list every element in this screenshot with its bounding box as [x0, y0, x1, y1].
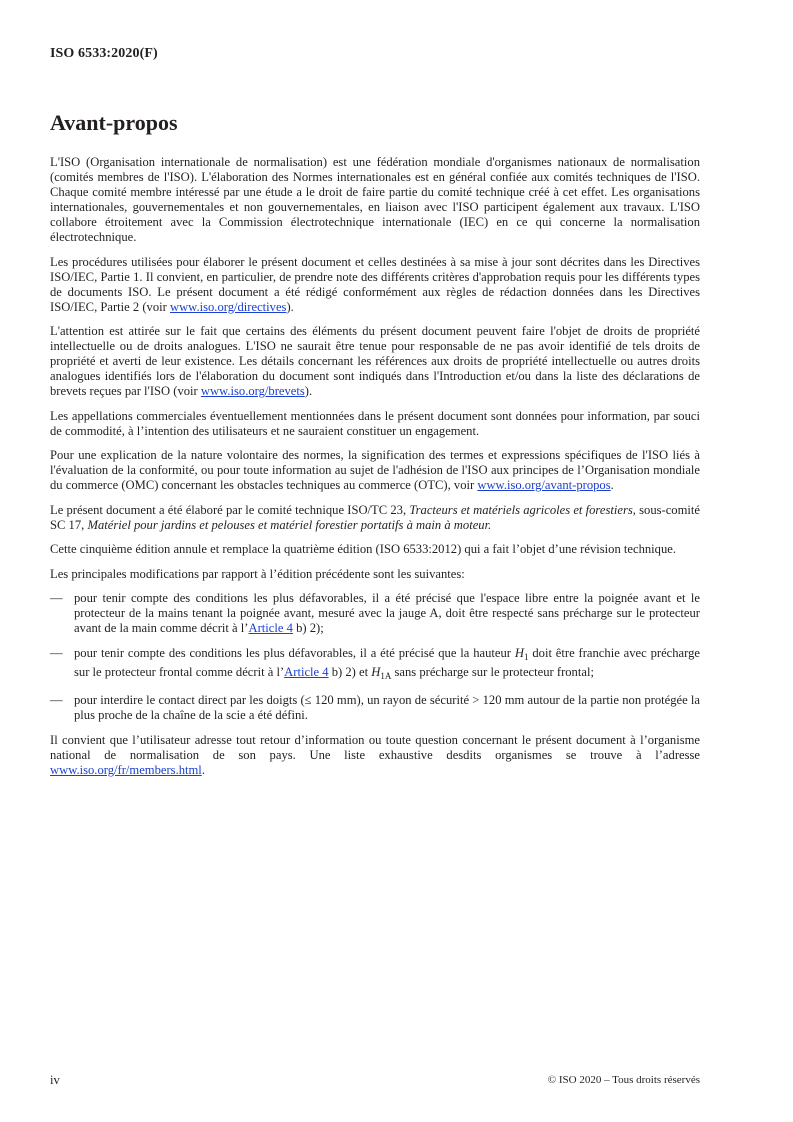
paragraph-voluntary-nature — [50, 448, 700, 493]
link-avant-propos[interactable]: www.iso.org/avant-propos — [477, 478, 611, 492]
paragraph-text: . — [488, 517, 492, 532]
link-members[interactable]: www.iso.org/fr/members.html — [50, 762, 202, 777]
list-text: pour tenir compte des conditions les plus défavorables, il a été précisé que l'espace libre entre la poignée avant et le protecteur de la mains tenant la poignée avant, mesuré avec la jauge A, doit être respecté sans précharge sur le protecteur avant de la main comme décrit à l’ — [74, 591, 700, 635]
paragraph-text: ). — [286, 299, 294, 314]
paragraph-procedures — [50, 255, 700, 315]
list-item — [50, 693, 700, 723]
paragraph-text: ). — [304, 384, 313, 398]
list-dash: — — [50, 645, 63, 660]
paragraph-changes-intro: Les principales modifications par rapport à l’édition précédente sont les suivantes: — [50, 566, 465, 581]
paragraph-text: Le présent document a été élaboré par le comité technique ISO/TC 23, — [50, 502, 410, 517]
paragraph-text: Les procédures utilisées pour élaborer le présent document et celles destinées à sa mise à jour sont décrites dans les Directives ISO/IEC, Partie 1. Il convient, en particulier, de prendre note des différents critères d'approbation requis pour les différents types de documents ISO. Le présent document a été rédigé conformément aux règles de rédaction données dans les Directives ISO/IEC, Partie 2 (voir — [50, 254, 700, 314]
changes-list — [50, 591, 700, 723]
paragraph-feedback — [50, 733, 700, 778]
variable-subscript: 1 — [523, 651, 529, 662]
variable-symbol: H — [514, 645, 524, 660]
paragraph-text: . — [610, 478, 614, 492]
list-dash: — — [50, 591, 63, 605]
page-number: iv — [50, 1073, 60, 1087]
list-item — [50, 646, 700, 684]
link-directives[interactable]: www.iso.org/directives — [169, 299, 287, 314]
copyright-notice: © ISO 2020 – Tous droits réservés — [547, 1074, 700, 1086]
document-code: ISO 6533:2020(F) — [50, 46, 158, 61]
paragraph-iso-intro: L'ISO (Organisation internationale de normalisation) est une fédération mondiale d'organismes nationaux de normalisation (comités membres de l'ISO). L'élaboration des Normes internationales est en général confiée aux comités techniques de l'ISO. Chaque comité membre intéressé par une étude a le droit de faire partie du comité technique créé à cet effet. Les organisations internationales, gouvernementales et non gouvernementales, en liaison avec l'ISO participent également aux travaux. L'ISO collabore étroitement avec la Commission électrotechnique internationale (IEC) en ce qui concerne la normalisation électrotechnique. — [50, 155, 700, 244]
list-text: doit être franchie avec précharge sur le protecteur frontal comme décrit à l’ — [74, 645, 700, 679]
paragraph-text: , sous-comité SC 17, — [50, 502, 700, 532]
paragraph-text: Il convient que l’utilisateur adresse tout retour d’information ou toute question concernant le présent document à l’organisme national de normalisation de son pays. Une liste exhaustive desdits organismes se trouve à l’adresse — [50, 732, 700, 762]
list-text: pour interdire le contact direct par les doigts (≤ 120 mm), un rayon de sécurité > 120 mm autour de la partie non protégée la plus proche de la chaîne de la scie a été défini. — [74, 693, 700, 722]
paragraph-patents — [50, 324, 700, 399]
list-text: sans précharge sur le protecteur frontal; — [391, 664, 594, 679]
variable-symbol: H — [371, 664, 381, 679]
variable-h — [515, 646, 529, 660]
list-dash: — — [50, 693, 63, 707]
link-article-4[interactable]: Article 4 — [284, 664, 329, 679]
list-item — [50, 591, 700, 636]
list-text: pour tenir compte des conditions les plus défavorables, il a été précisé que la hauteur — [74, 645, 515, 660]
link-article-4[interactable]: Article 4 — [248, 621, 293, 635]
paragraph-text: L'attention est attirée sur le fait que certains des éléments du présent document peuvent faire l'objet de droits de propriété intellectuelle ou de droits analogues. L'ISO ne saurait être tenue pour responsable de ne pas avoir identifié de tels droits de propriété et averti de leur existence. Les détails concernant les références aux droits de propriété intellectuelle ou autres droits analogues identifiés lors de l'élaboration du document sont indiqués dans l'Introduction et/ou dans la liste des déclarations de brevets reçues par l'ISO (voir — [50, 324, 700, 398]
variable-h1a — [371, 665, 391, 679]
foreword-body — [50, 155, 700, 787]
paragraph-text: Pour une explication de la nature volontaire des normes, la signification des termes et expressions spécifiques de l'ISO liés à l'évaluation de la conformité, ou pour toute information au sujet de l'adhésion de l'ISO aux principes de l’Organisation mondiale du commerce (OMC) concernant les obstacles techniques au commerce (OTC), voir — [50, 448, 700, 492]
paragraph-edition: Cette cinquième édition annule et remplace la quatrième édition (ISO 6533:2012) qui a fait l’objet d’une révision technique. — [50, 542, 676, 556]
page-title: Avant-propos — [50, 110, 178, 135]
paragraph-text: . — [201, 762, 205, 777]
list-text: b) 2); — [292, 621, 324, 635]
link-brevets[interactable]: www.iso.org/brevets — [200, 384, 305, 398]
committee-title: Tracteurs et matériels agricoles et forestiers — [409, 502, 633, 517]
subcommittee-title: Matériel pour jardins et pelouses et matériel forestier portatifs à main à moteur — [87, 517, 489, 532]
paragraph-committee — [50, 503, 700, 533]
list-text: b) 2) et — [328, 664, 372, 679]
variable-subscript: 1A — [380, 670, 392, 681]
paragraph-trade-names: Les appellations commerciales éventuellement mentionnées dans le présent document sont données pour information, par souci de commodité, à l’intention des utilisateurs et ne sauraient constituer un engagement. — [50, 408, 700, 438]
